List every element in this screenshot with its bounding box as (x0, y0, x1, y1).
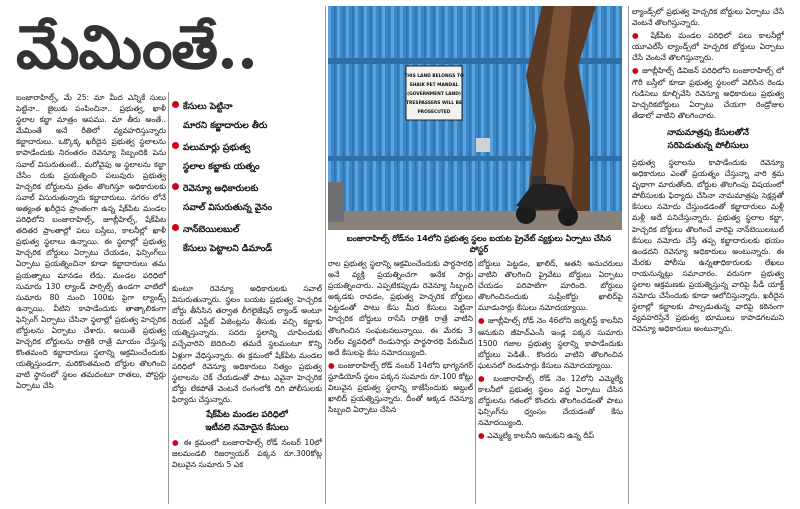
article-column-3 (328, 258, 473, 505)
subhead-line: షేక్‌పేట మండల పరిధిలో (206, 410, 288, 421)
article-paragraph (478, 315, 623, 370)
highlight-line: కేసులు పెట్టాలని డిమాండ్ (183, 244, 273, 254)
highlight-line: పలుమార్లు ప్రభుత్వ (183, 143, 251, 153)
photo-illustration (328, 6, 622, 230)
article-paragraph (328, 360, 473, 415)
bullet-text: షేక్‌పేట మండల పరిధిలో పలు కాలనీల్లో యూఎల్‌సీ ల్యాండ్స్‌లో హెచ్చరిక బోర్డులు ఏర్పాటు చేసే వెంటనే తొలగిస్తున్నారు. (632, 31, 784, 63)
highlight-item (172, 139, 320, 177)
article-paragraph (632, 30, 784, 63)
column-divider (325, 6, 326, 504)
highlight-line: స్థలాల కబ్జాకు యత్నం (183, 162, 260, 172)
article-photo (328, 6, 622, 230)
column-divider (628, 6, 629, 504)
article-paragraph: బోర్డులు పెట్టడం, ఖాలిద్, అతని అనుచరులు వాటిని తొలగించి ప్రైవేటు బోర్డులు ఏర్పాటు చేయడం పరిపాటిగా మారింది. బోర్డులు తొలగించినందుకు సుప్రీంకోర్టు ఖాలిద్‌పై మూడుసార్లు కేసులు నమోదయ్యాయి. (478, 259, 623, 313)
article-paragraph (632, 65, 784, 120)
article-paragraph (478, 373, 623, 428)
bullet-icon: ● (478, 373, 494, 383)
column-divider (475, 258, 476, 504)
bullet-icon (172, 142, 179, 149)
bullet-icon: ● (632, 31, 651, 41)
headline: మేమింతే.. (16, 13, 257, 83)
article-paragraph (478, 430, 623, 441)
article-column-4 (478, 258, 623, 505)
subhead-line: నామమాత్రపు కేసులతోనే (667, 127, 749, 138)
article-paragraph: రాల ప్రభుత్వ స్థలాన్ని ఆక్రమించేందుకు పార్థసారథి అనే వ్యక్తి ప్రయత్నించగా అనేక సార్లు ప్రయత్నించారు. ఎప్పటికప్పుడు రెవెన్యూ సిబ్బంది అక్కడకు రావడం, ప్రభుత్వ హెచ్చరిక బోర్డులు పెట్టడంతో పాటు కేసు మీద కేసులు పెట్టినా హెచ్చరిక బోర్డులు రాసేసి రాత్రికి రాత్రే వాటిని తొలగించిన సంఘటనలున్నాయి. ఈ మేరకు 3 సెల్‌ల వ్యవధిలో రెండుసార్లు పార్థసారథి పేరుమీద అదే కేసులపై కేసు నమోదయ్యింది. (328, 259, 473, 357)
bullet-icon (172, 101, 179, 108)
warning-sign (404, 66, 464, 120)
small-notice (476, 138, 490, 152)
ground (328, 211, 622, 230)
highlight-item (172, 98, 320, 136)
bullet-icon: ● (478, 431, 488, 441)
highlight-line: కేసులు పెట్టినా (183, 102, 233, 112)
sign-line: TRESPASSERS WILL BE (406, 101, 462, 106)
sign-line: (GOVERNMENT LAND) (407, 92, 461, 97)
article-paragraph: బంజారాహిల్స్, మే 25: మా మీద ఎన్నికే సులు పెట్టినా.. జైలుకు పంపించినా.. ప్రభుత్వ, ఖాళీ స్థలాల కబ్జా మాత్రం ఆపము. మా తీరు అంతే.. మేమింతే అనే రీతిలో వ్యవహరిస్తున్నారు కబ్జాదారులు. ఒక్కొక్క ఖరీదైన ప్రభుత్వ స్థలాలను కాపాడేందుకు నిరంతరం రెవెన్యూ సిబ్బందికి పెను సవాల్ విసురుతుంటే.. మరోవైపు ఆ స్థలాలను కబ్జా చేసేం దుకు ప్రయత్నించి పలువురు ప్రభుత్వ హెచ్చరిక బోర్డులను ప్రతం తొలగిస్తూ అధికారులకు సవాల్ విసురుతున్నారు కబ్జాదారులు. నగరం లోనే అత్యంత ఖరీదైన ప్రాంతంగా ఉన్న షేక్‌పేట మండల పరిధిలోని బంజారాహిల్స్, జూబ్లీహిల్స్, షేక్‌పేట తదితర ప్రాంతాల్లో పలు బస్తీలు, కాలనీల్లో ఖాళీ ప్రభుత్వ స్థలాలు ఉన్నాయి. ఈ స్థలాల్లో ప్రభుత్వ హెచ్చరిక బోర్డులు ఏర్పాటు చేయడం, ఫెన్సింగ్‌లు ఏర్పాటు ప్రయత్నించినా కూడా కబ్జాదారులు తమ ప్రయత్నాలు మానడం లేదు. మండల పరిధిలో సుమారు 130 ల్యాండ్ పార్సిల్స్ ఉండగా వాటిలో సుమారు 80 నుంచి 100కు పైగా ల్యాండ్స్ ఉన్నాయి. వీటిని కాపాడేందుకు తాత్కాలికంగా ఫెన్సింగ్‌ ఏర్పాటు చేసినా స్థలాల్లో ప్రభుత్వ హెచ్చరిక బోర్డులను ఏర్పాటు చేశారు. అయితే ప్రభుత్వ హెచ్చరిక బోర్డులను రాత్రికి రాత్రే మాయం చేస్తున్న కొంతమంది కబ్జాదారులు స్థలాన్ని ఆక్రమించేందుకు యత్నిస్తుండగా, మరికొంతమంది బోర్డుల తొలగించి వాటి స్థానంలో స్థలం తమదంటూ రాతలు, పోస్టర్లు ఏర్పాటు చేసి (16, 93, 166, 391)
subhead-line: ఇటీవలె నమోదైన కేసులు (205, 423, 289, 434)
section-subhead (172, 409, 322, 435)
bullet-text: జూబ్లీహిల్స్ రోడ్ నెం 46లోని జర్నలిస్ట్ కాలనీని ఆనుకుని జీహెచ్‌ఎంసీ ఇండ్ల పక్కన సుమారు 1500 గజాల ప్రభుత్వ స్థలాన్ని కాపాడేందుకు బోర్డులు పెడితే.. కొందరు వాటిని తొలగించిన ఘటనలో రెండుసార్లు కేసులు నమోదయ్యాయి. (478, 316, 623, 370)
article-column-1 (16, 92, 166, 504)
subhead-line: సరిపెడుతున్న పోలీసులు (667, 140, 749, 151)
article-paragraph: కుంటూ రెవెన్యూ అధికారులకు సవాల్ విసురుతున్నారు. స్థలం బయట ప్రభుత్వ హెచ్చరిక బోర్డు తీసేసిన తర్వాత లీగలైజేషన్ ల్యాండ్ అంటూ రియల్ ఎస్టేట్ ఏజెంట్లను తీసుకు వచ్చి కబ్జాకు యత్నిస్తున్నారు. సదరు స్థలాన్ని చూపించుకు వచ్చేవారిని బెదిరించి తమదే స్థలమంటూ కొన్ని ఏళ్లుగా వేధిస్తున్నారు. ఈ క్రమంలో షేక్‌పేట మండల పరిధిలో రెవెన్యూ అధికారులు నిత్యం ప్రభుత్వ స్థలాలను చెక్ చేయడంతో పాటు ఎవైనా హెచ్చరిక బోర్డు లేకపోతే వెంటనే రంగంలోకి దిగి పోలీసులకు ఫిర్యాదు చేస్తున్నారు. (172, 284, 322, 404)
bullet-icon: ● (328, 360, 338, 370)
highlight-line: నాన్‌బెయిలబుల్ (183, 225, 240, 235)
highlight-line: మారని కబ్జాదారుల తీరు (183, 121, 268, 131)
article-paragraph: ల్యాండ్స్‌లో ప్రభుత్వ హెచ్చరిక బోర్డులు ఏర్పాటు చేసే వెంటనే తొలగిస్తున్నారు. (632, 7, 784, 28)
highlights-box (172, 92, 320, 275)
article-column-5 (632, 6, 784, 505)
sign-line: SHAIK PET MANDAL (409, 83, 459, 88)
highlight-line: సవాల్ విసురుతున్న వైనం (183, 203, 273, 213)
sign-line: THIS LAND BELONGS TO (404, 74, 464, 79)
bullet-icon: ● (632, 66, 643, 76)
bullet-text: బంజారాహిల్స్ రోడ్ నంబర్ 14లోని భాగ్యనగర్ స్టూడియోస్ స్థలం పక్కన సుమారు రూ.100 కోట్లు విలువైన ప్రభుత్వ స్థలాన్ని కాజేసేందుకు అబ్దుల్ ఖాలిద్ ప్రయత్నిస్తున్నారు. దీంతో అక్కడ రెవెన్యూ సిబ్బంది ఏర్పాటు చేసిన (328, 360, 473, 415)
bullet-text: ఎమ్మెల్యే కాలనీని ఆనుకుని ఉన్న దీప్ (487, 431, 594, 441)
highlight-item (172, 221, 320, 259)
car (328, 182, 344, 222)
bullet-text: ఈ క్రమంలో బంజారాహిల్స్ రోడ్ నంబర్ 10లో జలమండలి రిజర్వాయర్ పక్కన రూ.300కోట్ల విలువైన సుమారు 5 ఎక (172, 438, 322, 470)
sign-line: PROSECUTED (417, 110, 451, 115)
highlight-item (172, 180, 320, 218)
bullet-text: జూబ్లీహిల్స్ డివిజన్ పరిధిలోని బంజారాహిల్స్ లో గౌరీ బస్తీలో కూడా ప్రభుత్వ స్థలంలో వెలిసిన రెండు గుడిసెలు కూల్చివేసి రెవెన్యూ అధికారులు ప్రభుత్వ హెచ్చరికబోర్డులు ఏర్పాటు చేయగా రెండ్రోజుల తేడాలో వాటిని తొలగించారు. (632, 66, 784, 120)
highlight-line: రెవెన్యూ అధికారులకు (183, 184, 259, 194)
bullet-icon: ● (172, 438, 184, 448)
bullet-icon (172, 183, 179, 190)
photo-caption: బంజారాహిల్స్ రోడ్‌నం 14లోని ప్రభుత్వ స్థలం బయట ప్రైవేట్ వ్యక్తులు ఏర్పాటు చేసిన పోస్టర్ (346, 234, 612, 254)
bullet-icon (172, 224, 179, 231)
article-paragraph (172, 437, 322, 470)
article-column-2 (172, 283, 322, 505)
article-paragraph: ప్రభుత్వ స్థలాలను కాపాడేందుకు రెవెన్యూ అధికారులు ఎంతో ప్రయత్నం చేస్తున్నా వారి శ్రమ వృథాగా మారుతోంది. బోర్డుల తొలగింపు విషయంలో పోలీసులకు ఫిర్యాదు చేసినా నామమాత్రపు సెక్షన్లతో కేసులు నమోదు చేస్తుండడంతో కబ్జాదారులు మళ్లీ మళ్లీ అదే పనిచేస్తున్నారు. ప్రభుత్వ స్థలాల కబ్జా, హెచ్చరిక బోర్డులు తొలగించే వారిపై నాన్‌బెయిలబుల్ కేసులు నమోదు చేస్తే తప్ప కబ్జాదారులకు భయం ఉండదని రెవెన్యూ అధికారులు అంటున్నారు. ఈ మేరకు పోలీసు ఉన్నతాధికారులకు లేఖలు రాయనున్నట్లు సమాచారం. వరుసగా ప్రభుత్వ స్థలాల ఆక్రమణకు ప్రయత్నిస్తున్న వారిపై పీడీ యాక్ట్ నమోదు చేసేందుకు కూడా ఆలోచిస్తున్నారు. ఖరీదైన స్థలాల్లో కబ్జాలకు పాల్పడుతున్న వారిపై కఠినంగా వ్యవహరిస్తేనే ప్రభుత్వ భూములు కాపాడగలమని రెవెన్యూ అధికారులు అంటున్నారు. (632, 157, 784, 334)
column-divider (168, 92, 169, 504)
section-subhead (632, 127, 784, 153)
bullet-icon: ● (478, 316, 489, 326)
bullet-text: బంజారాహిల్స్ రోడ్ నెం 12లోని ఎమ్మెల్యే కాలనీలో ప్రభుత్వ స్థలం వద్ద ఏర్పాటు చేసిన బోర్డులను గతంలో కొందరు తొలగించడంతో పాటు ఫెన్సింగ్‌ను ధ్వంసం చేయడంతో కేసు నమోదయ్యింది. (478, 373, 623, 428)
